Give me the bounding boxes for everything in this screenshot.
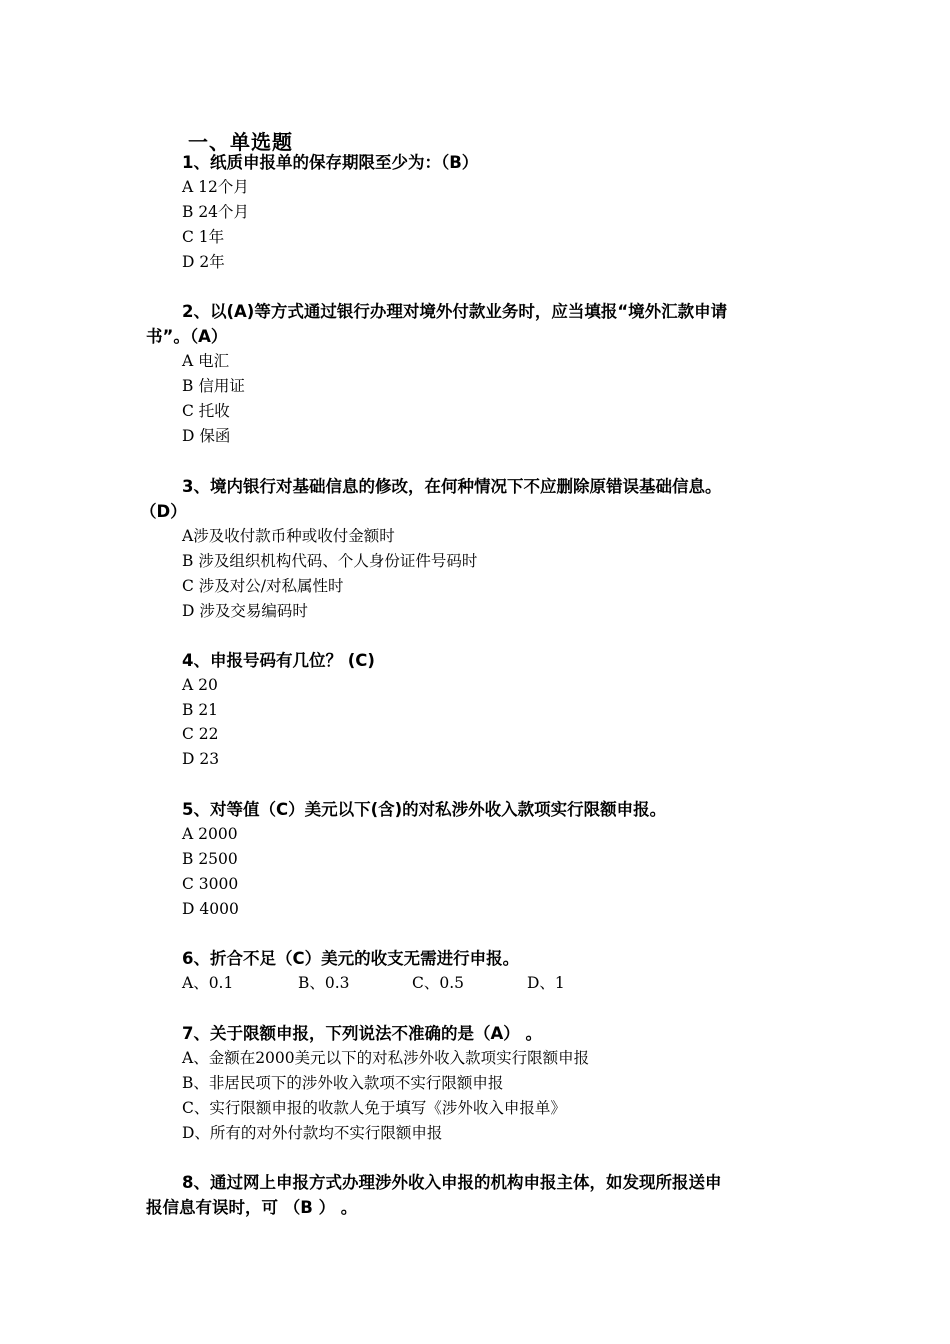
question-1-option-a: A 12个月 [182,178,249,196]
question-2-option-c: C 托收 [182,402,230,420]
question-3-option-c: C 涉及对公/对私属性时 [182,577,344,595]
question-1-option-c: C 1年 [182,228,225,246]
question-2-stem-line1: 2、以(A)等方式通过银行办理对境外付款业务时，应当填报“境外汇款申请 [182,302,728,321]
question-6-stem: 6、折合不足（C）美元的收支无需进行申报。 [182,949,520,968]
question-4-option-b: B 21 [182,701,219,719]
question-3-option-a: A涉及收付款币种或收付金额时 [182,527,395,545]
question-8-stem-line2: 报信息有误时，可 （B ） 。 [146,1198,358,1217]
question-7-option-a: A、金额在2000美元以下的对私涉外收入款项实行限额申报 [182,1049,590,1067]
question-7-stem: 7、关于限额申报，下列说法不准确的是（A） 。 [182,1024,542,1043]
question-1-stem: 1、纸质申报单的保存期限至少为：（B） [182,153,479,172]
question-2-stem-line2: 书”。（A） [146,327,228,346]
question-5-option-a: A 2000 [182,825,238,843]
question-8-stem-line1: 8、通过网上申报方式办理涉外收入申报的机构申报主体，如发现所报送申 [182,1173,722,1192]
question-2-option-b: B 信用证 [182,377,245,395]
question-6-option-b: B、0.3 [298,974,350,992]
question-4-option-c: C 22 [182,725,219,743]
section-title: 一、单选题 [188,130,293,154]
question-5-stem: 5、对等值（C）美元以下(含)的对私涉外收入款项实行限额申报。 [182,800,667,819]
question-7-option-d: D、所有的对外付款均不实行限额申报 [182,1124,443,1142]
question-5-option-c: C 3000 [182,875,239,893]
question-3-stem-line1: 3、境内银行对基础信息的修改，在何种情况下不应删除原错误基础信息。 [182,477,722,496]
question-2-option-a: A 电汇 [182,352,230,370]
question-3-stem-line2: （D） [140,502,187,521]
question-2-option-d: D 保函 [182,427,231,445]
question-3-option-b: B 涉及组织机构代码、个人身份证件号码时 [182,552,478,570]
question-7-option-c: C、实行限额申报的收款人免于填写《涉外收入申报单》 [182,1099,566,1117]
question-5-option-b: B 2500 [182,850,238,868]
question-4-option-a: A 20 [182,676,218,694]
question-6-option-a: A、0.1 [182,974,234,992]
question-4-option-d: D 23 [182,750,220,768]
question-1-option-b: B 24个月 [182,203,250,221]
question-7-option-b: B、非居民项下的涉外收入款项不实行限额申报 [182,1074,504,1092]
question-6-option-c: C、0.5 [412,974,465,992]
question-3-option-d: D 涉及交易编码时 [182,602,308,620]
question-6-option-d: D、1 [527,974,565,992]
question-4-stem: 4、申报号码有几位？ (C) [182,651,375,670]
question-5-option-d: D 4000 [182,900,239,918]
question-1-option-d: D 2年 [182,253,225,271]
